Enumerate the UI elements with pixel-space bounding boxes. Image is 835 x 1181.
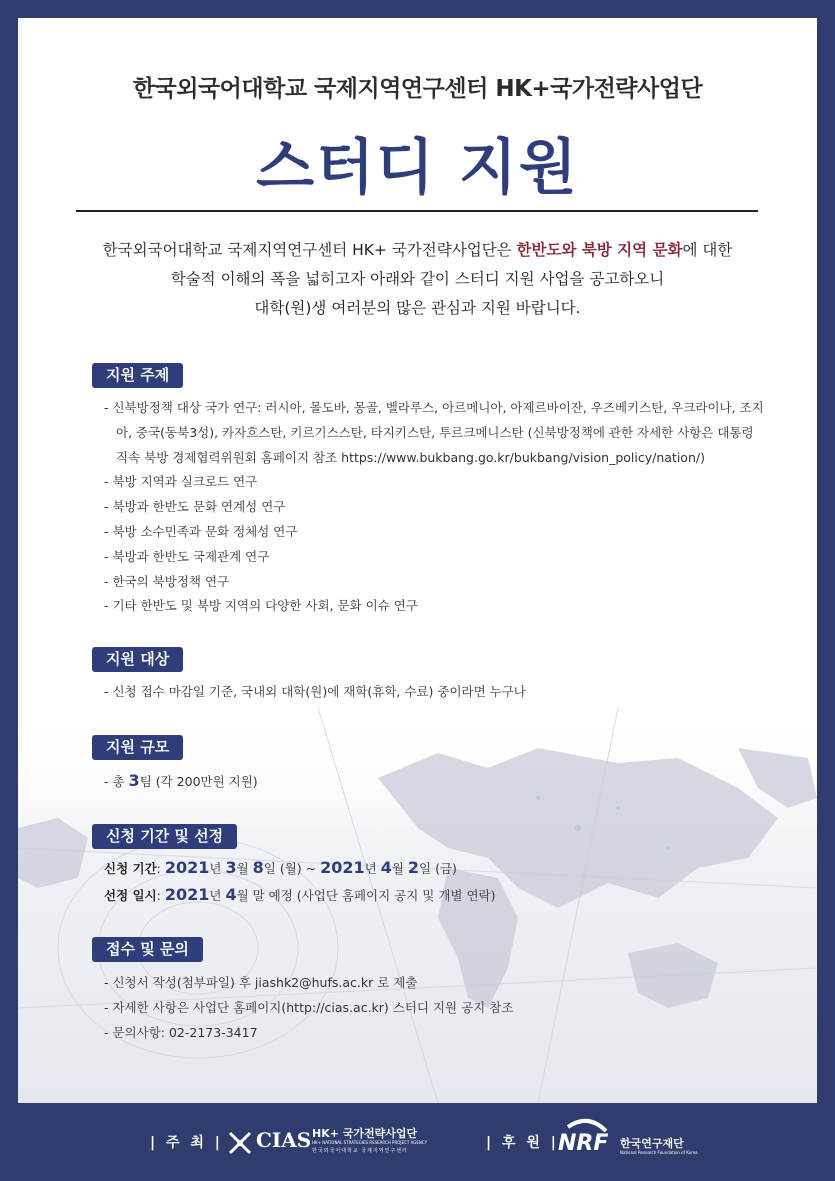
cias-wordmark: CIAS xyxy=(256,1128,312,1152)
list-item: - 북방 지역과 실크로드 연구 xyxy=(104,474,258,490)
team-count: 3 xyxy=(128,771,140,790)
intro-highlight: 한반도와 북방 지역 문화 xyxy=(516,241,683,259)
footer xyxy=(0,1103,835,1181)
host-subtitle-kr: 한국외국어대학교 국제지역연구센터 xyxy=(312,1148,408,1154)
list-item: - 총 3팀 (각 200만원 지원) xyxy=(104,771,258,790)
list-item: - 신청 접수 마감일 기준, 국내외 대학(원)에 재학(휴학, 수료) 중이라면 누구나 xyxy=(104,684,526,699)
section-label-period: 신청 기간 및 선정 xyxy=(92,824,237,849)
host-subtitle-en: HK+ NATIONAL STRATEGIES RESEARCH PROJECT AGENCY xyxy=(312,1140,428,1145)
apply-period: 신청 기간: 2021년 3월 8일 (월) ~ 2021년 4월 2일 (금) xyxy=(104,858,457,877)
intro-line-3: 대학(원)생 여러분의 많은 관심과 지원 바랍니다. xyxy=(254,299,581,317)
list-item: - 북방 소수민족과 문화 정체성 연구 xyxy=(104,523,298,539)
sponsor-name: 한국연구재단 xyxy=(620,1137,684,1150)
intro-line-2: 학술적 이해의 폭을 넓히고자 아래와 같이 스터디 지원 사업을 공고하오니 xyxy=(170,270,665,288)
list-item: - 신청서 작성(첨부파일) 후 jiashk2@hufs.ac.kr 로 제출 xyxy=(104,975,418,990)
page-title: 스터디 지원 xyxy=(256,133,579,203)
intro-paragraph xyxy=(18,236,817,323)
topics-list xyxy=(104,396,764,619)
scale-list xyxy=(104,769,764,795)
list-item: - 북방과 한반도 문화 연계성 연구 xyxy=(104,499,286,515)
host-name: HK+ 국가전략사업단 xyxy=(312,1127,418,1140)
list-item: - 북방과 한반도 국제관계 연구 xyxy=(104,548,270,564)
cias-emblem-icon xyxy=(226,1129,254,1157)
intro-line-1: 한국외국어대학교 국제지역연구센터 HK+ 국가전략사업단은 한반도와 북방 지역 문화에 대한 xyxy=(102,241,733,259)
title-divider xyxy=(76,210,758,212)
list-item: - 문의사항: 02-2173-3417 xyxy=(104,1024,258,1040)
host-label: | 주 최 | xyxy=(150,1135,223,1151)
eligibility-list xyxy=(104,680,764,705)
section-label-eligibility: 지원 대상 xyxy=(92,647,183,672)
list-item: - 신북방정책 대상 국가 연구: 러시아, 몰도바, 몽골, 벨라루스, 아르메니아, 아제르바이잔, 우즈베키스탄, 우크라이나, 조지아, 중국(동북3성), 카자흐스탄, 키르기스스탄, 타지키스탄, 투르크메니스탄 (신북방정책에 관한 자세한 사항은 대통령 직속 북방 경제협력위원회 홈페이지 참조 https://www.bukbang.go.kr/bukbang/vision_policy/nation/) xyxy=(104,400,764,465)
list-item: - 한국의 북방정책 연구 xyxy=(104,573,230,589)
section-label-contact: 접수 및 문의 xyxy=(92,937,203,962)
list-item: - 기타 한반도 및 북방 지역의 다양한 사회, 문화 이슈 연구 xyxy=(104,598,418,614)
contact-list xyxy=(104,971,764,1045)
nrf-wordmark: NRF xyxy=(558,1131,609,1156)
section-label-topics: 지원 주제 xyxy=(92,363,183,388)
section-label-scale: 지원 규모 xyxy=(92,735,183,760)
list-item: - 자세한 사항은 사업단 홈페이지(http://cias.ac.kr) 스터디 지원 공지 참조 xyxy=(104,999,514,1015)
selection-date: 선정 일시: 2021년 4월 말 예정 (사업단 홈페이지 공지 및 개별 연락) xyxy=(104,885,496,904)
organization-name: 한국외국어대학교 국제지역연구센터 HK+국가전략사업단 xyxy=(132,76,703,102)
sponsor-subtitle: National Research Foundation of Korea xyxy=(620,1150,698,1155)
poster-paper xyxy=(18,18,817,1103)
sponsor-label: | 후 원 | xyxy=(486,1135,559,1151)
